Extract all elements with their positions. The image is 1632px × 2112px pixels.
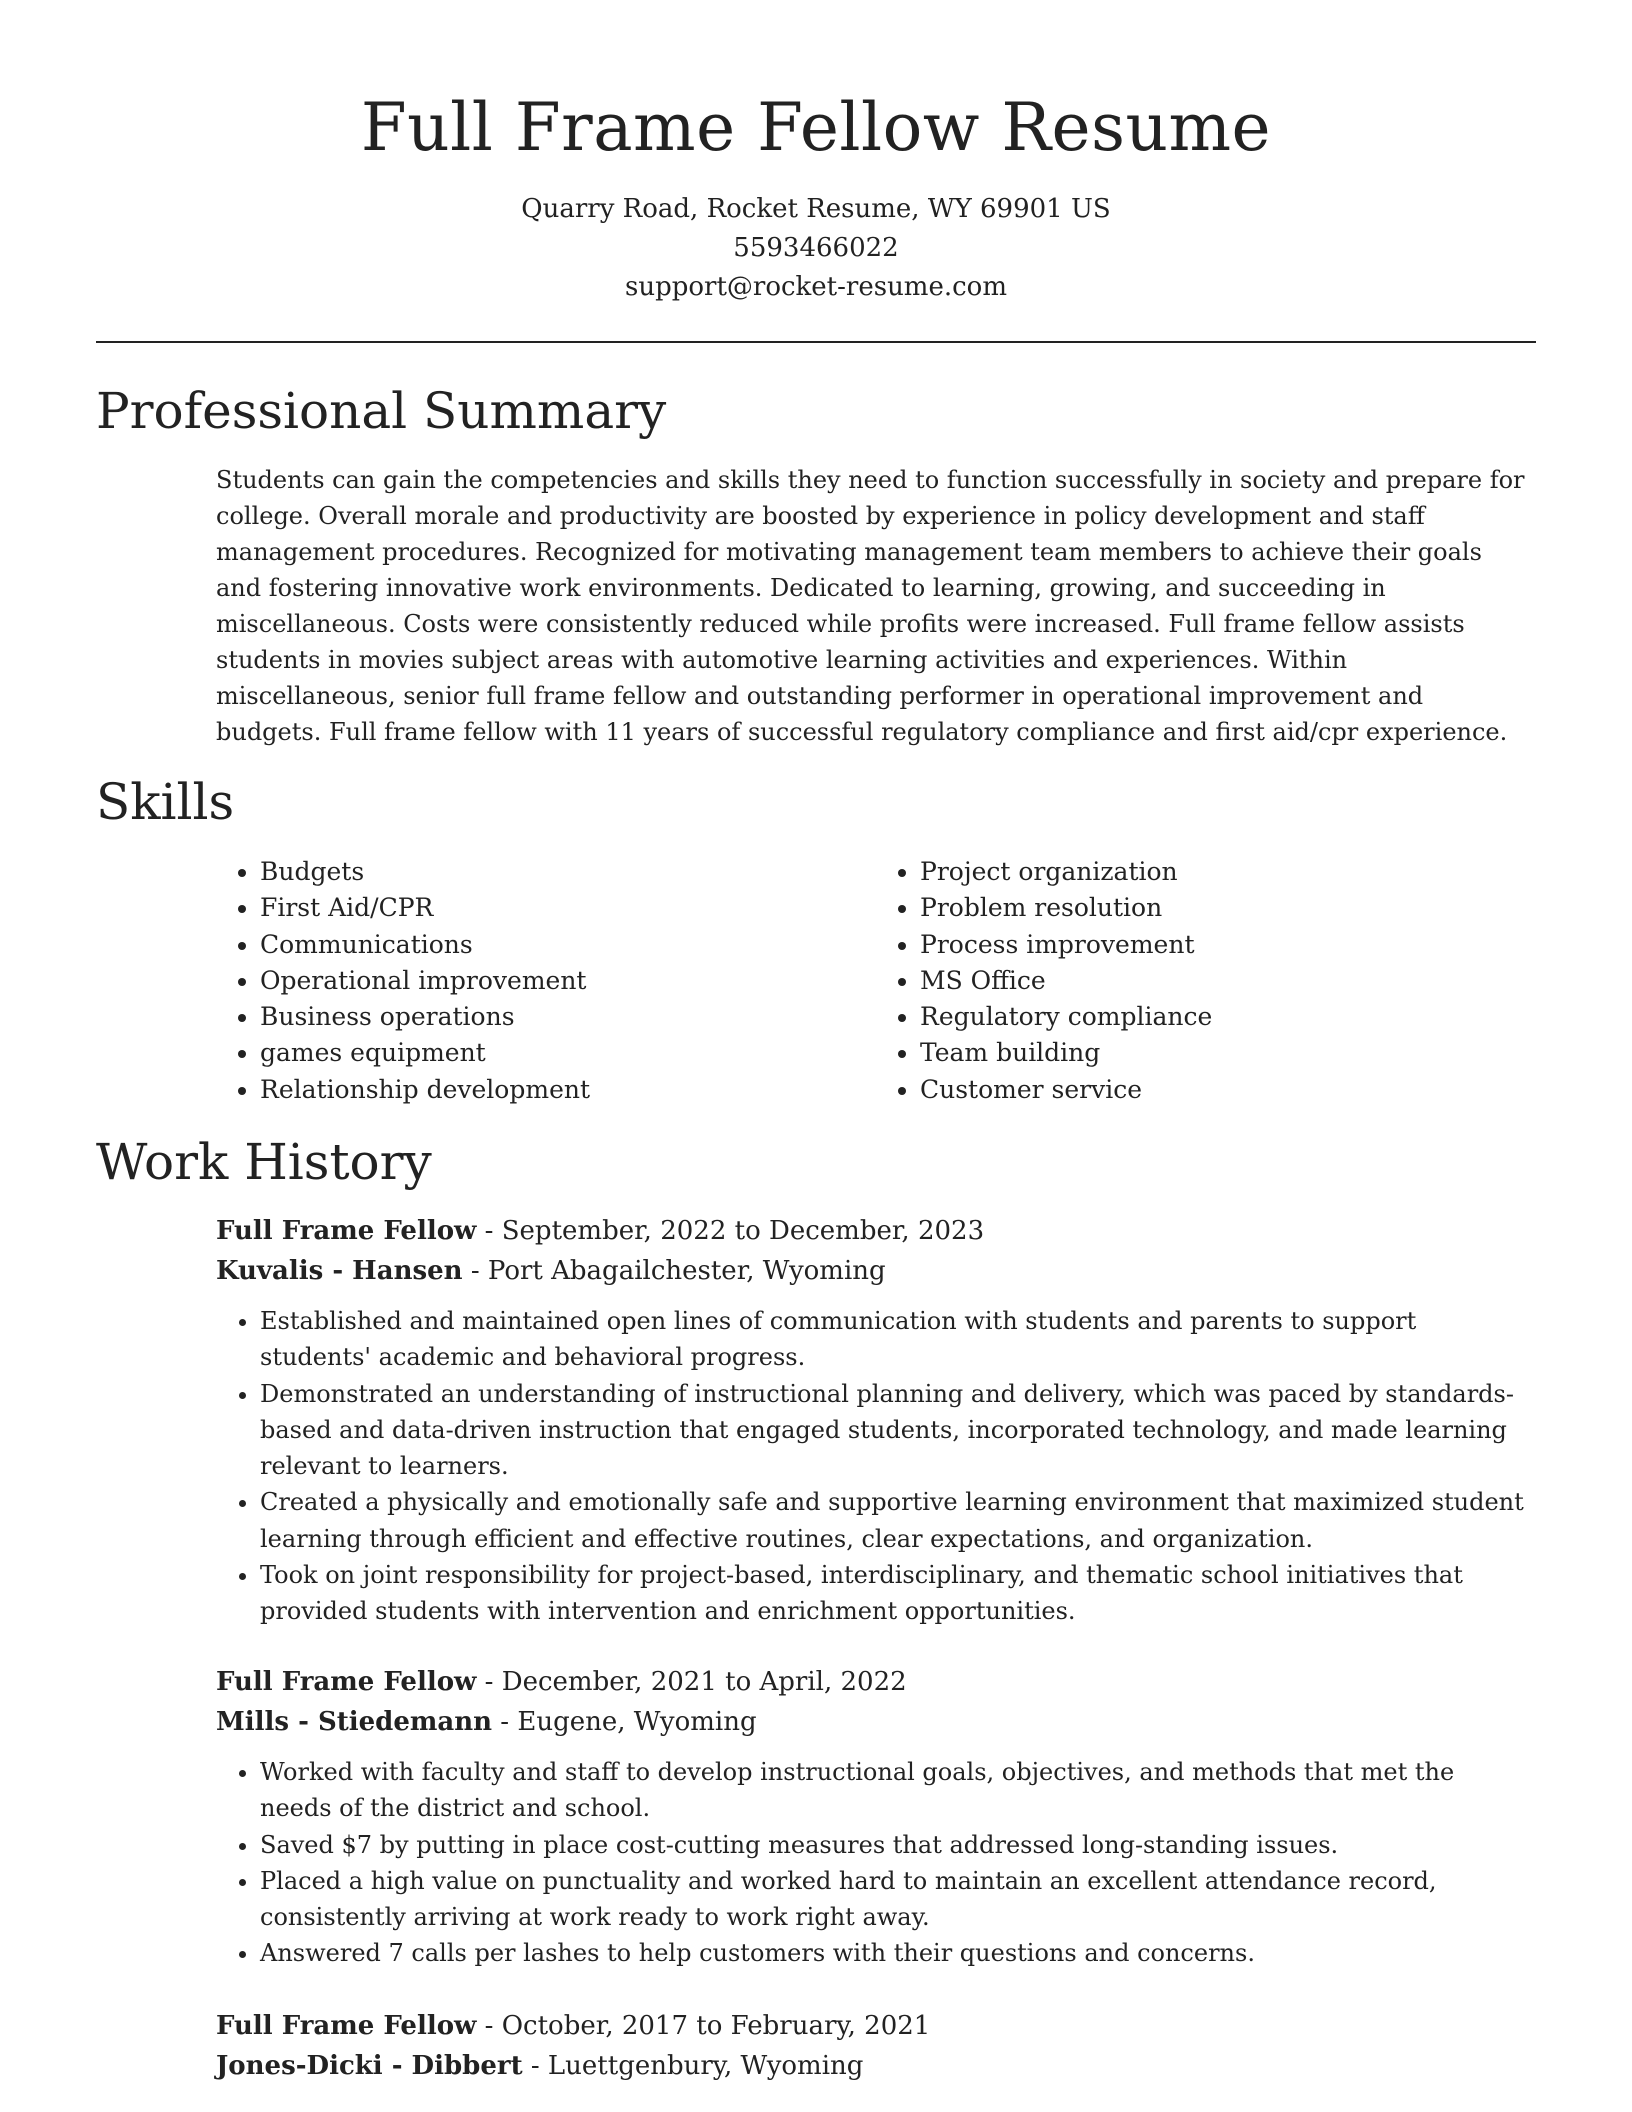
job-dates: - September, 2022 to December, 2023 xyxy=(476,1216,985,1246)
skills-column-left xyxy=(216,854,876,1108)
job-company-line xyxy=(216,1702,1536,1742)
skill-item: • Customer service xyxy=(920,1072,1536,1108)
job-company: Jones-Dicki - Dibbert xyxy=(216,2051,523,2081)
job-bullet: • Placed a high value on punctuality and worked hard to maintain an excellent attendance record, consistently arriving at work ready to work right away. xyxy=(260,1863,1536,1936)
job-company: Mills - Stiedemann xyxy=(216,1707,493,1737)
skill-item: • Regulatory compliance xyxy=(920,999,1536,1035)
job-bullet: • Took on joint responsibility for project-based, interdisciplinary, and thematic school initiatives that provided students with intervention and enrichment opportunities. xyxy=(260,1557,1536,1630)
skill-item: • Operational improvement xyxy=(260,963,876,999)
work-history-heading: Work History xyxy=(96,1133,432,1191)
job-location: - Eugene, Wyoming xyxy=(492,1707,757,1737)
skill-item: • Business operations xyxy=(260,999,876,1035)
job-title-line xyxy=(216,1662,1536,1702)
contact-phone: 5593466022 xyxy=(733,233,899,263)
skills-list xyxy=(216,854,1536,1108)
job-bullet: • Answered 7 calls per lashes to help customers with their questions and concerns. xyxy=(260,1935,1536,1971)
contact-email[interactable]: support@rocket-resume.com xyxy=(624,272,1007,302)
contact-address: Quarry Road, Rocket Resume, WY 69901 US xyxy=(521,194,1111,224)
skill-item: • Problem resolution xyxy=(920,890,1536,926)
resume-title: Full Frame Fellow Resume xyxy=(360,89,1272,166)
job-entry xyxy=(216,2006,1536,2086)
job-bullet: • Worked with faculty and staff to develop instructional goals, objectives, and methods that met the needs of the district and school. xyxy=(260,1754,1536,1827)
job-title-line xyxy=(216,2006,1536,2046)
job-company-line xyxy=(216,2046,1536,2086)
skills-column-right xyxy=(876,854,1536,1108)
header-divider xyxy=(96,341,1536,343)
job-bullets xyxy=(216,1303,1536,1630)
job-role: Full Frame Fellow xyxy=(216,2011,477,2041)
summary-text: Students can gain the competencies and skills they need to function successfully in society and prepare for college. Overall morale and productivity are boosted by experience in policy development and staff management procedures. Recognized for motivating management team members to achieve their goals and fostering innovative work environments. Dedicated to learning, growing, and succeeding in miscellaneous. Costs were consistently reduced while profits were increased. Full frame fellow assists students in movies subject areas with automotive learning activities and experiences. Within miscellaneous, senior full frame fellow and outstanding performer in operational improvement and budgets. Full frame fellow with 11 years of successful regulatory compliance and first aid/cpr experience. xyxy=(216,466,1525,746)
job-bullet: • Established and maintained open lines of communication with students and parents to support students' academic and behavioral progress. xyxy=(260,1303,1536,1376)
job-bullet: • Saved $7 by putting in place cost-cutting measures that addressed long-standing issues. xyxy=(260,1827,1536,1863)
job-dates: - December, 2021 to April, 2022 xyxy=(476,1667,907,1697)
job-title-line xyxy=(216,1211,1536,1251)
job-company-line xyxy=(216,1251,1536,1291)
job-role: Full Frame Fellow xyxy=(216,1216,477,1246)
skill-item: • Relationship development xyxy=(260,1072,876,1108)
summary-heading: Professional Summary xyxy=(96,382,667,440)
job-location: - Port Abagailchester, Wyoming xyxy=(462,1256,886,1286)
skill-item: • First Aid/CPR xyxy=(260,890,876,926)
contact-block xyxy=(96,190,1536,307)
job-bullet: • Demonstrated an understanding of instructional planning and delivery, which was paced by standards-based and data-driven instruction that engaged students, incorporated technology, and made learning relevant to learners. xyxy=(260,1376,1536,1485)
job-entry xyxy=(216,1662,1536,1972)
job-dates: - October, 2017 to February, 2021 xyxy=(476,2011,931,2041)
job-role: Full Frame Fellow xyxy=(216,1667,477,1697)
skill-item: • Team building xyxy=(920,1035,1536,1071)
skill-item: • Budgets xyxy=(260,854,876,890)
skills-heading: Skills xyxy=(96,773,235,831)
skill-item: • MS Office xyxy=(920,963,1536,999)
job-company: Kuvalis - Hansen xyxy=(216,1256,463,1286)
job-location: - Luettgenbury, Wyoming xyxy=(522,2051,864,2081)
skill-item: • Project organization xyxy=(920,854,1536,890)
resume-header xyxy=(96,84,1536,307)
job-bullet: • Created a physically and emotionally safe and supportive learning environment that maximized student learning through efficient and effective routines, clear expectations, and organization. xyxy=(260,1484,1536,1557)
job-bullets xyxy=(216,1754,1536,1972)
skill-item: • games equipment xyxy=(260,1035,876,1071)
job-entry xyxy=(216,1211,1536,1630)
skill-item: • Communications xyxy=(260,927,876,963)
skill-item: • Process improvement xyxy=(920,927,1536,963)
